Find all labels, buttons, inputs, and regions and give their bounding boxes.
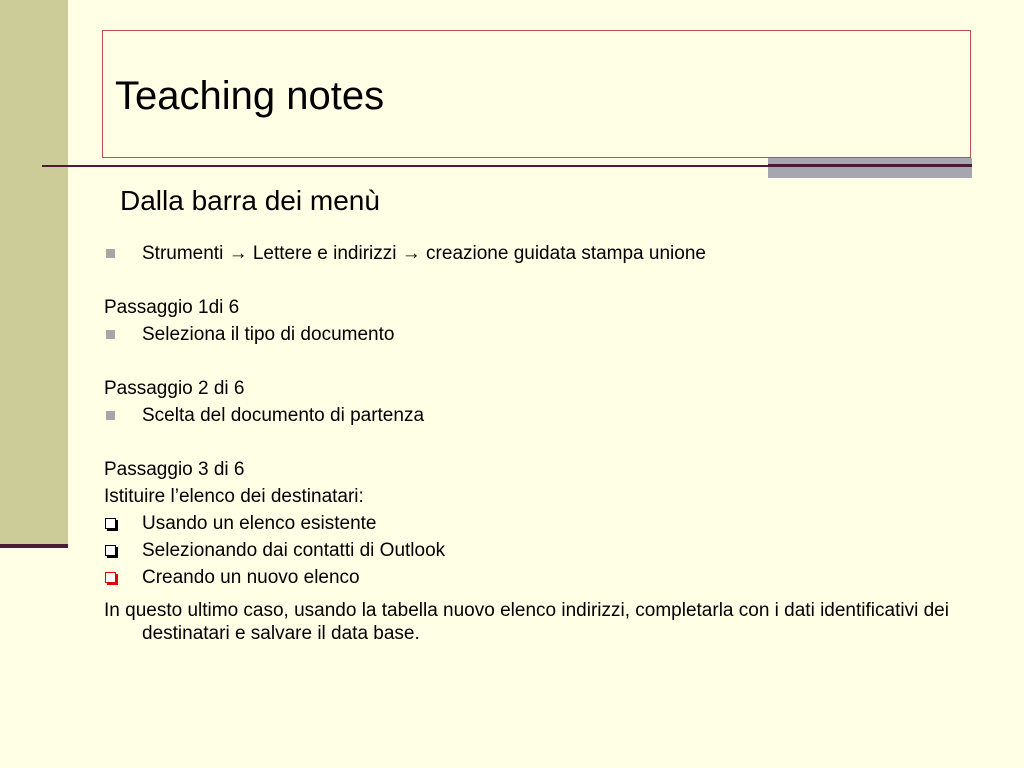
checkbox-icon — [105, 545, 116, 556]
accent-block — [768, 158, 972, 178]
list-item-step1 — [104, 321, 984, 348]
step2-label: Passaggio 2 di 6 — [104, 378, 245, 399]
left-band-rule — [0, 544, 68, 548]
square-bullet-icon — [106, 411, 115, 420]
step1-item-text: Seleziona il tipo di documento — [142, 324, 395, 345]
menu-path-text: Strumenti → Lettere e indirizzi → creazione guidata stampa unione — [142, 243, 706, 264]
accent-block-rule — [768, 164, 972, 167]
option-text: Usando un elenco esistente — [142, 513, 377, 534]
step3-label: Passaggio 3 di 6 — [104, 459, 245, 480]
slide-body — [104, 240, 984, 645]
list-item-step2 — [104, 402, 984, 429]
slide-subtitle: Dalla barra dei menù — [120, 185, 380, 216]
spacer — [104, 348, 984, 375]
list-item-option — [104, 510, 984, 537]
option-text: Selezionando dai contatti di Outlook — [142, 540, 446, 561]
final-note: In questo ultimo caso, usando la tabella nuovo elenco indirizzi, completarla con i dati identificativi dei destinatari e salvare il data base. — [104, 600, 949, 644]
left-decorative-band — [0, 0, 68, 545]
spacer — [104, 267, 984, 294]
checkbox-red-icon — [105, 572, 116, 583]
step1-label: Passaggio 1di 6 — [104, 297, 240, 318]
list-item-menu-path — [104, 240, 984, 267]
list-item-option — [104, 537, 984, 564]
spacer — [104, 429, 984, 456]
slide-title: Teaching notes — [115, 74, 385, 118]
square-bullet-icon — [106, 330, 115, 339]
title-box — [102, 30, 971, 158]
step3-intro: Istituire l’elenco dei destinatari: — [104, 486, 364, 507]
square-bullet-icon — [106, 249, 115, 258]
step2-item-text: Scelta del documento di partenza — [142, 405, 425, 426]
list-item-option — [104, 564, 984, 591]
checkbox-icon — [105, 518, 116, 529]
option-text: Creando un nuovo elenco — [142, 567, 360, 588]
